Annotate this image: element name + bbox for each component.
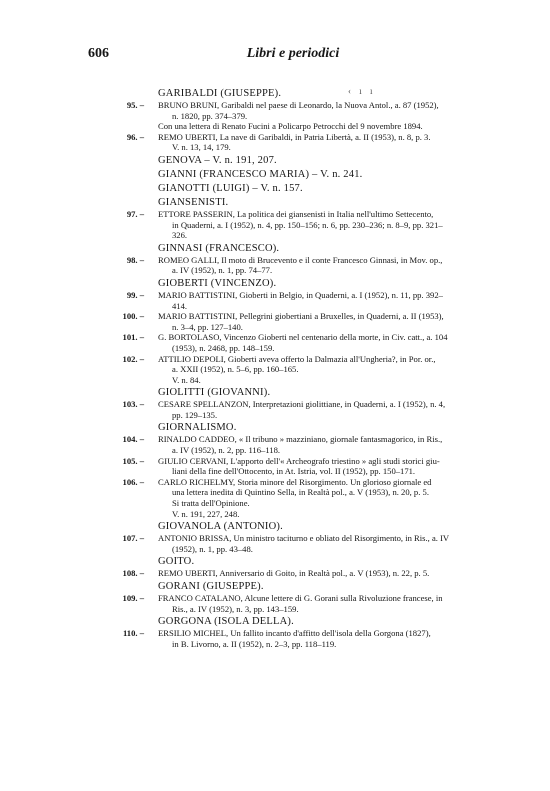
section-heading: GIOLITTI (GIOVANNI). <box>158 387 271 399</box>
section-heading: GIORNALISMO. <box>158 422 237 434</box>
entry-text <box>158 290 520 311</box>
entry-number: 100. – <box>122 311 144 322</box>
entry-number: 107. – <box>122 533 144 544</box>
entry-line: CESARE SPELLANZON, Interpretazioni giolittiane, in Quaderni, a. I (1952), n. 4, <box>158 399 446 410</box>
entry-line: BRUNO BRUNI, Garibaldi nel paese di Leonardo, la Nuova Antol., a. 87 (1952), <box>158 100 439 110</box>
bibliography-entry <box>102 628 520 649</box>
section-heading: GORGONA (ISOLA DELLA). <box>158 616 294 628</box>
page-number: 606 <box>88 46 109 61</box>
entry-line: RINALDO CADDEO, « Il tribuno » mazziniano, giornale fantasmagorico, in Ris., <box>158 434 443 445</box>
entry-line: n. 3–4, pp. 127–140. <box>172 321 243 332</box>
entry-line: a. IV (1952), n. 1, pp. 74–77. <box>172 265 273 276</box>
entry-line: REMO UBERTI, La nave di Garibaldi, in Patria Libertà, a. II (1953), n. 8, p. 3. <box>158 131 431 142</box>
section-heading: GIOVANOLA (ANTONIO). <box>158 521 283 533</box>
running-title: Libri e periodici <box>246 46 340 61</box>
entry-number: 97. – <box>126 208 144 219</box>
entry-line: 414. <box>172 300 188 311</box>
entry-line: ETTORE PASSERIN, La politica dei giansenisti in Italia nell'ultimo Settecento, <box>158 208 434 219</box>
entry-text <box>158 399 520 420</box>
entry-line: ROMEO GALLI, Il moto di Brucevento e il conte Francesco Ginnasi, in Mov. op., <box>158 254 443 265</box>
entry-line: MARIO BATTISTINI, Gioberti in Belgio, in Quaderni, a. I (1952), n. 11, pp. 392– <box>158 289 443 300</box>
entry-text <box>158 354 520 386</box>
entry-line: n. 1820, pp. 374–379. <box>172 110 248 121</box>
entry-text <box>158 332 520 353</box>
entry-line: V. n. 191, 227, 248. <box>172 508 240 519</box>
entry-text <box>158 209 520 241</box>
bibliography-entry <box>102 399 520 420</box>
entry-text <box>158 477 520 519</box>
entry-line: REMO UBERTI, Anniversario di Goito, in Realtà pol., a. V (1953), n. 22, p. 5. <box>158 568 430 579</box>
bibliography-entry <box>102 354 520 386</box>
section-heading: GIANSENISTI. <box>158 196 229 208</box>
section-heading: GOITO. <box>158 556 195 568</box>
print-marks: ‹ ı ı <box>348 86 376 96</box>
bibliography-entry <box>102 593 520 614</box>
section-heading: GARIBALDI (GIUSEPPE). <box>158 88 282 99</box>
entry-line: a. IV (1952), n. 2, pp. 116–118. <box>172 445 281 456</box>
bibliography-entry <box>102 311 520 332</box>
bibliography-entry <box>102 290 520 311</box>
bibliography-entry <box>102 255 520 276</box>
entry-line: pp. 129–135. <box>172 409 218 420</box>
section-heading: GORANI (GIUSEPPE). <box>158 581 264 592</box>
entry-number: 103. – <box>122 399 144 410</box>
entry-line: ATTILIO DEPOLI, Gioberti aveva offerto la Dalmazia all'Ungheria?, in Por. or., <box>158 353 436 364</box>
entry-text <box>158 456 520 477</box>
entry-line: CARLO RICHELMY, Storia minore del Risorgimento. Un glorioso giornale ed <box>158 476 432 487</box>
entry-line: (1953), n. 2468, pp. 148–159. <box>172 342 275 353</box>
entry-number: 102. – <box>122 353 144 364</box>
entry-line: in Quaderni, a. I (1952), n. 4, pp. 150–156; n. 6, pp. 230–236; n. 8–9, pp. 321– <box>172 219 443 230</box>
entry-line: V. n. 84. <box>172 374 201 385</box>
bibliography-entry <box>102 209 520 241</box>
entry-number: 109. – <box>122 593 144 603</box>
bibliography-entry <box>102 332 520 353</box>
bibliography-entry <box>102 477 520 519</box>
bibliography-entry <box>102 100 520 121</box>
bibliography-list <box>102 86 520 649</box>
entry-number: 96. – <box>126 131 144 142</box>
entry-text <box>158 100 520 121</box>
section-heading: GIANNI (FRANCESCO MARIA) – V. n. 241. <box>158 168 363 180</box>
entry-line: una lettera inedita di Quintino Sella, in Realtà pol., a. V (1953), n. 20, p. 5. <box>172 487 429 498</box>
bibliography-entry <box>102 456 520 477</box>
entry-line: G. BORTOLASO, Vincenzo Gioberti nel centenario della morte, in Civ. catt., a. 104 <box>158 332 448 343</box>
entry-number: 104. – <box>122 434 144 445</box>
entry-number: 95. – <box>126 100 144 110</box>
section-heading: GINNASI (FRANCESCO). <box>158 242 280 254</box>
entry-number: 105. – <box>122 455 144 466</box>
entry-line: ANTONIO BRISSA, Un ministro taciturno e obliato del Risorgimento, in Ris., a. IV <box>158 533 450 544</box>
section-heading: GIOBERTI (VINCENZO). <box>158 277 277 289</box>
entry-text <box>158 132 520 153</box>
entry-line: MARIO BATTISTINI, Pellegrini giobertiani a Bruxelles, in Quaderni, a. II (1953), <box>158 311 444 322</box>
section-heading: GENOVA – V. n. 191, 207. <box>158 154 277 166</box>
entry-number: 99. – <box>126 289 144 300</box>
entry-line: 326. <box>172 230 188 241</box>
section-heading: GIANOTTI (LUIGI) – V. n. 157. <box>158 182 303 194</box>
entry-line: GIULIO CERVANI, L'apporto dell'« Archeografo triestino » agli studi storici giu- <box>158 455 440 466</box>
entry-line: Si tratta dell'Opinione. <box>172 498 250 509</box>
entry-text <box>158 593 520 614</box>
bibliography-entry <box>102 132 520 153</box>
entry-number: 108. – <box>122 568 144 579</box>
entry-number: 106. – <box>122 476 144 487</box>
entry-line: (1952), n. 1, pp. 43–48. <box>172 543 253 554</box>
entry-text <box>158 255 520 276</box>
bibliography-entry <box>102 568 520 579</box>
entry-line: in B. Livorno, a. II (1952), n. 2–3, pp. 118–119. <box>172 638 337 649</box>
entry-line: ERSILIO MICHEL, Un fallito incanto d'affitto dell'isola della Gorgona (1827), <box>158 628 431 639</box>
entry-line: V. n. 13, 14, 179. <box>172 142 231 153</box>
entry-number: 101. – <box>122 332 144 343</box>
entry-line: Ris., a. IV (1952), n. 3, pp. 143–159. <box>172 603 299 614</box>
bibliography-entry <box>102 434 520 455</box>
entry-text <box>158 533 520 554</box>
entry-line: liani della fine dell'Ottocento, in At. Istria, vol. II (1952), pp. 150–171. <box>172 466 416 477</box>
entry-line: FRANCO CATALANO, Alcune lettere di G. Gorani sulla Rivoluzione francese, in <box>158 593 443 603</box>
entry-number: 98. – <box>126 254 144 265</box>
entry-text <box>158 568 520 579</box>
bibliography-entry <box>102 533 520 554</box>
entry-note: Con una lettera di Renato Fucini a Policarpo Petrocchi del 9 novembre 1894. <box>158 121 423 132</box>
entry-line: a. XXII (1952), n. 5–6, pp. 160–165. <box>172 364 299 375</box>
entry-number: 110. – <box>122 628 144 639</box>
entry-text <box>158 628 520 649</box>
entry-text <box>158 434 520 455</box>
entry-text <box>158 311 520 332</box>
